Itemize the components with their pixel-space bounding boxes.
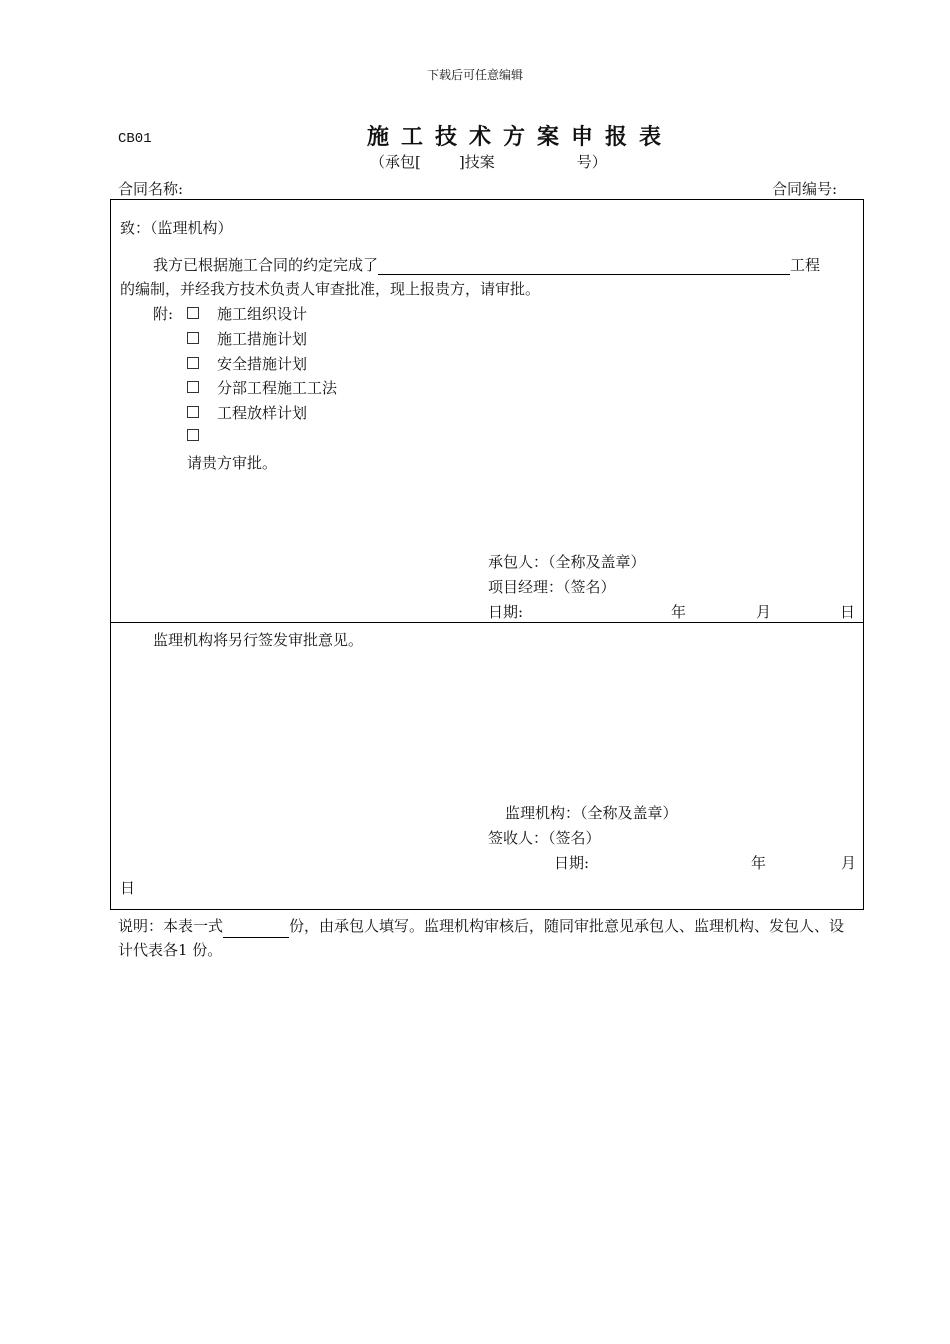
project-manager-label: 项目经理：（签名）	[488, 578, 616, 596]
contract-name-label: 合同名称:	[118, 180, 184, 198]
form-note	[118, 914, 858, 962]
to-line: 致：（监理机构）	[120, 219, 233, 237]
year-label: 年	[751, 854, 767, 872]
declaration-end: 工程	[790, 256, 821, 274]
attachment-item: 安全措施计划	[187, 353, 307, 374]
declaration-line-2: 的编制，并经我方技术负责人审查批准，现上报贵方，请审批。	[120, 280, 541, 298]
month-label: 月	[841, 854, 857, 872]
attachment-item	[187, 427, 217, 445]
day-label: 日	[840, 603, 856, 621]
form-subtitle	[370, 151, 607, 172]
supervisor-section	[110, 622, 864, 910]
subtitle-mid: ]技案	[458, 153, 495, 171]
contractor-label: 承包人：（全称及盖章）	[488, 553, 646, 571]
receiver-label: 签收人：（签名）	[488, 829, 601, 847]
request-line: 请贵方审批。	[187, 454, 278, 472]
form-code: CB01	[118, 131, 152, 147]
header-note: 下载后可任意编辑	[426, 68, 523, 82]
attachment-item: 施工组织设计	[187, 303, 307, 324]
project-name-blank[interactable]	[378, 260, 790, 275]
form-title: 施工技术方案申报表	[366, 124, 673, 150]
attachment-item: 分部工程施工工法	[187, 377, 337, 398]
attachment-item: 工程放样计划	[187, 402, 307, 423]
checkbox-icon[interactable]	[187, 332, 199, 344]
year-label: 年	[671, 603, 687, 621]
subtitle-open: （承包[	[370, 153, 421, 171]
note-end: 份，由承包人填写。监理机构审核后，随同审批意见承包人、监理机构、发包人、设计代表各1 份。	[118, 917, 845, 959]
day-label: 日	[120, 879, 136, 897]
copies-blank[interactable]	[223, 923, 289, 938]
attachments-label: 附:	[153, 305, 174, 323]
application-section	[110, 199, 864, 623]
date-label: 日期:	[554, 854, 590, 872]
declaration-start: 我方已根据施工合同的约定完成了	[153, 256, 379, 274]
checkbox-icon[interactable]	[187, 381, 199, 393]
note-start: 说明：本表一式	[118, 917, 224, 935]
checkbox-icon[interactable]	[187, 307, 199, 319]
subtitle-close: 号）	[576, 153, 607, 171]
checkbox-icon[interactable]	[187, 357, 199, 369]
date-label: 日期:	[488, 603, 524, 621]
supervisor-label: 监理机构：（全称及盖章）	[505, 804, 678, 822]
month-label: 月	[756, 603, 772, 621]
checkbox-icon[interactable]	[187, 429, 199, 441]
checkbox-icon[interactable]	[187, 406, 199, 418]
contract-no-label: 合同编号:	[772, 180, 838, 198]
attachment-item: 施工措施计划	[187, 328, 307, 349]
declaration-line-1	[153, 254, 820, 275]
opinion-line: 监理机构将另行签发审批意见。	[153, 631, 364, 649]
